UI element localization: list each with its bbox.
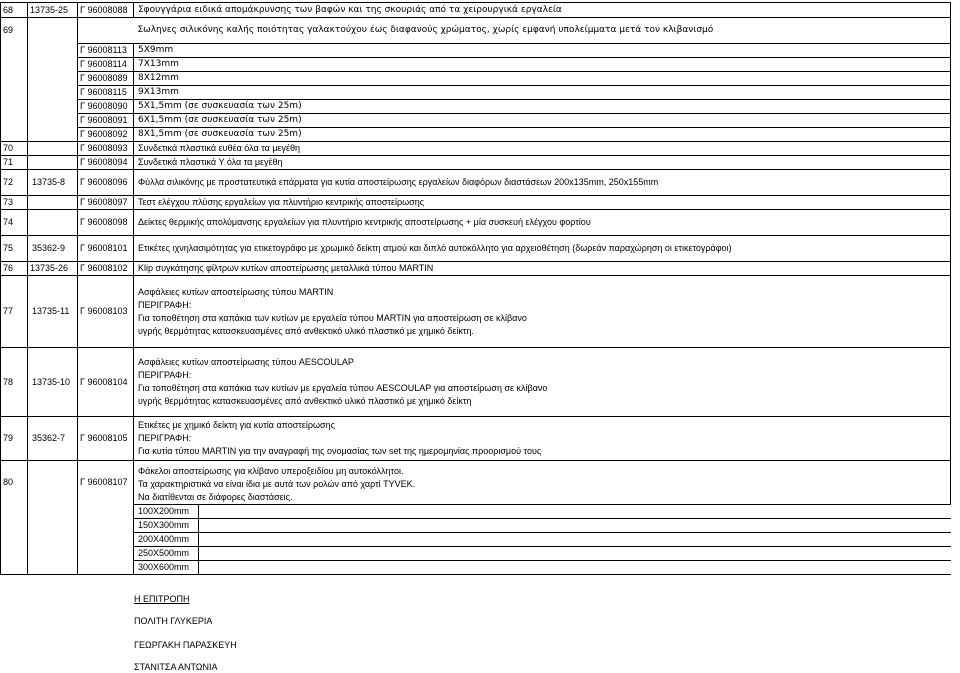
row-code: Γ 96008094 — [78, 156, 134, 170]
row-code: Γ 96008105 — [78, 417, 134, 461]
row-description: 5Χ1,5mm (σε συσκευασία των 25m) — [134, 100, 951, 114]
row-number: 69 — [1, 18, 28, 142]
committee-member: ΠΟΛΙΤΗ ΓΛΥΚΕΡΙΑ — [134, 616, 213, 626]
row-code: Γ 96008090 — [78, 100, 134, 114]
description-line: Για τοποθέτηση στα καπάκια των κυτίων με εργαλεία τύπου MARTIN για αποστείρωση σε κλίβανο — [138, 312, 527, 323]
row-description: Δείκτες θερμικής απολύμανσης εργαλείων για πλυντήριο κεντρικής αποστείρωσης + μία συσκευή ελέγχου φορτίου — [134, 210, 951, 236]
table-row — [1, 100, 951, 114]
row-reference — [28, 18, 78, 142]
row-reference: 13735-10 — [28, 348, 78, 417]
row-reference — [28, 461, 78, 575]
row-code: Γ 96008092 — [78, 128, 134, 142]
row-reference: 13735-8 — [28, 170, 78, 196]
items-table — [0, 2, 951, 575]
size-value: 250X500mm — [138, 547, 199, 560]
description-line: Ασφάλειες κυτίων αποστείρωσης τύπου MARTIN — [138, 286, 334, 297]
table-row — [1, 348, 951, 417]
size-value: 200X400mm — [138, 533, 199, 546]
row-number: 80 — [1, 461, 28, 575]
row-number: 71 — [1, 156, 28, 170]
row-code: Γ 96008107 — [78, 461, 134, 575]
row-description — [134, 417, 951, 461]
row-number: 68 — [1, 3, 28, 18]
row-description — [134, 348, 951, 417]
row-number: 74 — [1, 210, 28, 236]
row-description: Φύλλα σιλικόνης με προστατευτικά επάρματα για κυτία αποστείρωσης εργαλείων διαφόρων διαστάσεων 200x135mm, 250x155mm — [134, 170, 951, 196]
row-description: 8Χ12mm — [134, 72, 951, 86]
row-number: 79 — [1, 417, 28, 461]
table-row — [1, 519, 951, 533]
table-row — [1, 170, 951, 196]
table-row — [1, 114, 951, 128]
row-description: Τεστ ελέγχου πλύσης εργαλείων για πλυντήριο κεντρικής αποστείρωσης — [134, 196, 951, 210]
row-description: Σφουγγάρια ειδικά απομάκρυνσης των βαφών και της σκουριάς από τα χειρουργικά εργαλεία — [134, 3, 951, 18]
row-reference — [28, 156, 78, 170]
size-cell — [134, 505, 951, 519]
row-description: 5Χ9mm — [134, 44, 951, 58]
row-reference: 13735-26 — [28, 262, 78, 276]
table-row — [1, 262, 951, 276]
size-cell — [134, 533, 951, 547]
size-cell — [134, 561, 951, 575]
table-row — [1, 72, 951, 86]
description-line: ΠΕΡΙΓΡΑΦΗ: — [138, 370, 192, 380]
description-line: Φάκελοι αποστείρωσης για κλίβανο υπεροξειδίου μη αυτοκόλλητοι. — [138, 466, 404, 476]
row-description: Ετικέτες ιχνηλασιμότητας για ετικετογράφο με χρωμικό δείκτη ατμού και διπλό αυτοκόλλητο για αρχειοθέτηση (δωρεάν παραχώρηση οι ετικετογράφοι) — [134, 236, 951, 262]
row-reference: 13735-25 — [28, 3, 78, 18]
size-cell — [134, 519, 951, 533]
row-number: 75 — [1, 236, 28, 262]
committee-member: ΓΕΩΡΓΑΚΗ ΠΑΡΑΣΚΕΥΗ — [134, 640, 237, 650]
description-line: Τα χαρακτηριστικά να είναι ίδια με αυτά των ρολών από χαρτί TYVEK. — [138, 479, 416, 489]
table-row — [1, 461, 951, 505]
row-code: Γ 96008101 — [78, 236, 134, 262]
table-row — [1, 533, 951, 547]
row-code: Γ 96008088 — [78, 3, 134, 18]
committee-member: ΣΤΑΝΙΤΣΑ ΑΝΤΩΝΙΑ — [134, 662, 218, 672]
table-row — [1, 18, 951, 44]
description-line: Ετικέτες με χημικό δείκτη για κυτία αποστείρωσης — [138, 420, 335, 430]
row-code: Γ 96008089 — [78, 72, 134, 86]
row-reference: 35362-7 — [28, 417, 78, 461]
description-line: Ασφάλειες κυτίων αποστείρωσης τύπου AESCOULAP — [138, 357, 354, 367]
row-number: 72 — [1, 170, 28, 196]
table-row — [1, 547, 951, 561]
description-line: ΠΕΡΙΓΡΑΦΗ: — [138, 433, 192, 443]
table-row — [1, 128, 951, 142]
table-row — [1, 86, 951, 100]
size-value: 150X300mm — [138, 519, 199, 532]
row-description: Klip συγκάτησης φίλτρων κυτίων αποστείρωσης μεταλλικά τύπου MARTIN — [134, 262, 951, 276]
row-number: 70 — [1, 142, 28, 156]
size-value: 300X600mm — [138, 561, 199, 574]
table-row — [1, 417, 951, 461]
row-code: Γ 96008093 — [78, 142, 134, 156]
table-row — [1, 44, 951, 58]
row-description: Σωληνες σιλικόνης καλής ποιότητας γαλακτούχου έως διαφανούς χρώματος, χωρίς εμφανή υπολείμματα μετά τον κλιβανισμό — [134, 18, 951, 44]
row-code: Γ 96008113 — [78, 44, 134, 58]
row-number: 77 — [1, 276, 28, 348]
table-row — [1, 210, 951, 236]
description-line: Για τοποθέτηση στα καπάκια των κυτίων με εργαλεία τύπου AESCOULAP για αποστείρωση σε κλίβανο — [138, 383, 548, 393]
row-description: 9Χ13mm — [134, 86, 951, 100]
row-code: Γ 96008115 — [78, 86, 134, 100]
row-code: Γ 96008098 — [78, 210, 134, 236]
row-description: Συνδετικά πλαστικά Υ όλα τα μεγέθη — [134, 156, 951, 170]
row-code: Γ 96008091 — [78, 114, 134, 128]
row-code — [78, 18, 134, 44]
description-line: υγρής θερμότητας κατασκευασμένες από ανθεκτικό υλικό πλαστικό με χημικό δείκτη. — [138, 325, 474, 336]
row-code: Γ 96008104 — [78, 348, 134, 417]
table-row — [1, 196, 951, 210]
row-description — [134, 276, 951, 348]
row-code: Γ 96008102 — [78, 262, 134, 276]
row-number: 76 — [1, 262, 28, 276]
row-reference: 13735-11 — [28, 276, 78, 348]
table-row — [1, 142, 951, 156]
table-row — [1, 276, 951, 348]
row-code: Γ 96008103 — [78, 276, 134, 348]
committee-heading: Η ΕΠΙΤΡΟΠΗ — [134, 594, 190, 604]
row-reference: 35362-9 — [28, 236, 78, 262]
row-number: 78 — [1, 348, 28, 417]
table-row — [1, 156, 951, 170]
row-description: 8Χ1,5mm (σε συσκευασία των 25m) — [134, 128, 951, 142]
row-code: Γ 96008096 — [78, 170, 134, 196]
row-code: Γ 96008097 — [78, 196, 134, 210]
row-reference — [28, 196, 78, 210]
row-description: 6Χ1,5mm (σε συσκευασία των 25m) — [134, 114, 951, 128]
size-cell — [134, 547, 951, 561]
table-row — [1, 236, 951, 262]
description-line: υγρής θερμότητας κατασκευασμένες από ανθεκτικό υλικό πλαστικό με χημικό δείκτη — [138, 396, 472, 406]
row-code: Γ 96008114 — [78, 58, 134, 72]
table-row — [1, 561, 951, 575]
size-value: 100X200mm — [138, 505, 199, 518]
row-number: 73 — [1, 196, 28, 210]
table-row — [1, 505, 951, 519]
row-description — [134, 461, 951, 505]
row-reference — [28, 142, 78, 156]
row-description: 7Χ13mm — [134, 58, 951, 72]
description-line: ΠΕΡΙΓΡΑΦΗ: — [138, 299, 192, 310]
description-line: Να διατίθενται σε διάφορες διαστάσεις. — [138, 492, 293, 502]
table-row — [1, 3, 951, 18]
table-row — [1, 58, 951, 72]
row-description: Συνδετικά πλαστικά ευθέα όλα τα μεγέθη — [134, 142, 951, 156]
description-line: Για κυτία τύπου MARTIN για την αναγραφή της ονομασίας των set της ημερομηνίας προορισμού τους — [138, 446, 542, 456]
row-reference — [28, 210, 78, 236]
